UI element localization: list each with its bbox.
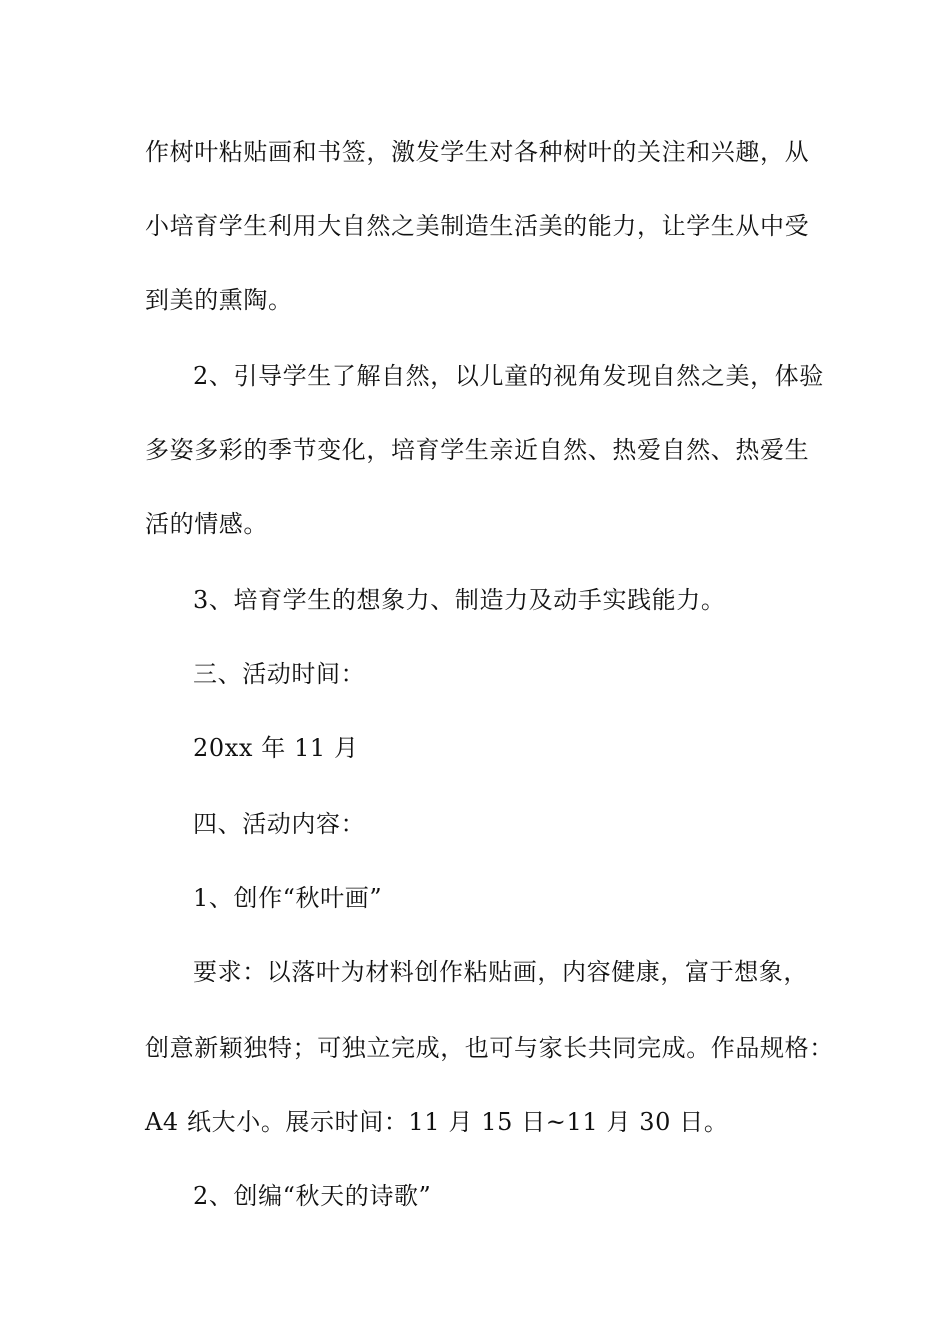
paragraph-line: 活的情感。 bbox=[145, 510, 268, 538]
paragraph-line: 作树叶粘贴画和书签，激发学生对各种树叶的关注和兴趣，从 bbox=[145, 138, 810, 166]
paragraph-line: 多姿多彩的季节变化，培育学生亲近自然、热爱自然、热爱生 bbox=[145, 436, 810, 464]
paragraph-line: A4 纸大小。展示时间：11 月 15 日~11 月 30 日。 bbox=[145, 1108, 729, 1136]
paragraph-line: 要求：以落叶为材料创作粘贴画，内容健康，富于想象， bbox=[193, 958, 808, 986]
paragraph-line: 创意新颖独特；可独立完成，也可与家长共同完成。作品规格： bbox=[145, 1034, 834, 1062]
section-heading: 四、活动内容： bbox=[193, 810, 366, 838]
paragraph-line: 小培育学生利用大自然之美制造生活美的能力，让学生从中受 bbox=[145, 212, 810, 240]
paragraph-line: 2、引导学生了解自然，以儿童的视角发现自然之美，体验 bbox=[193, 362, 824, 390]
section-heading: 三、活动时间： bbox=[193, 660, 366, 688]
paragraph-line: 3、培育学生的想象力、制造力及动手实践能力。 bbox=[193, 586, 726, 614]
subsection-heading: 2、创编“秋天的诗歌” bbox=[193, 1182, 432, 1210]
paragraph-line: 到美的熏陶。 bbox=[145, 286, 293, 314]
subsection-heading: 1、创作“秋叶画” bbox=[193, 884, 383, 912]
date-text: 20xx 年 11 月 bbox=[193, 734, 359, 762]
